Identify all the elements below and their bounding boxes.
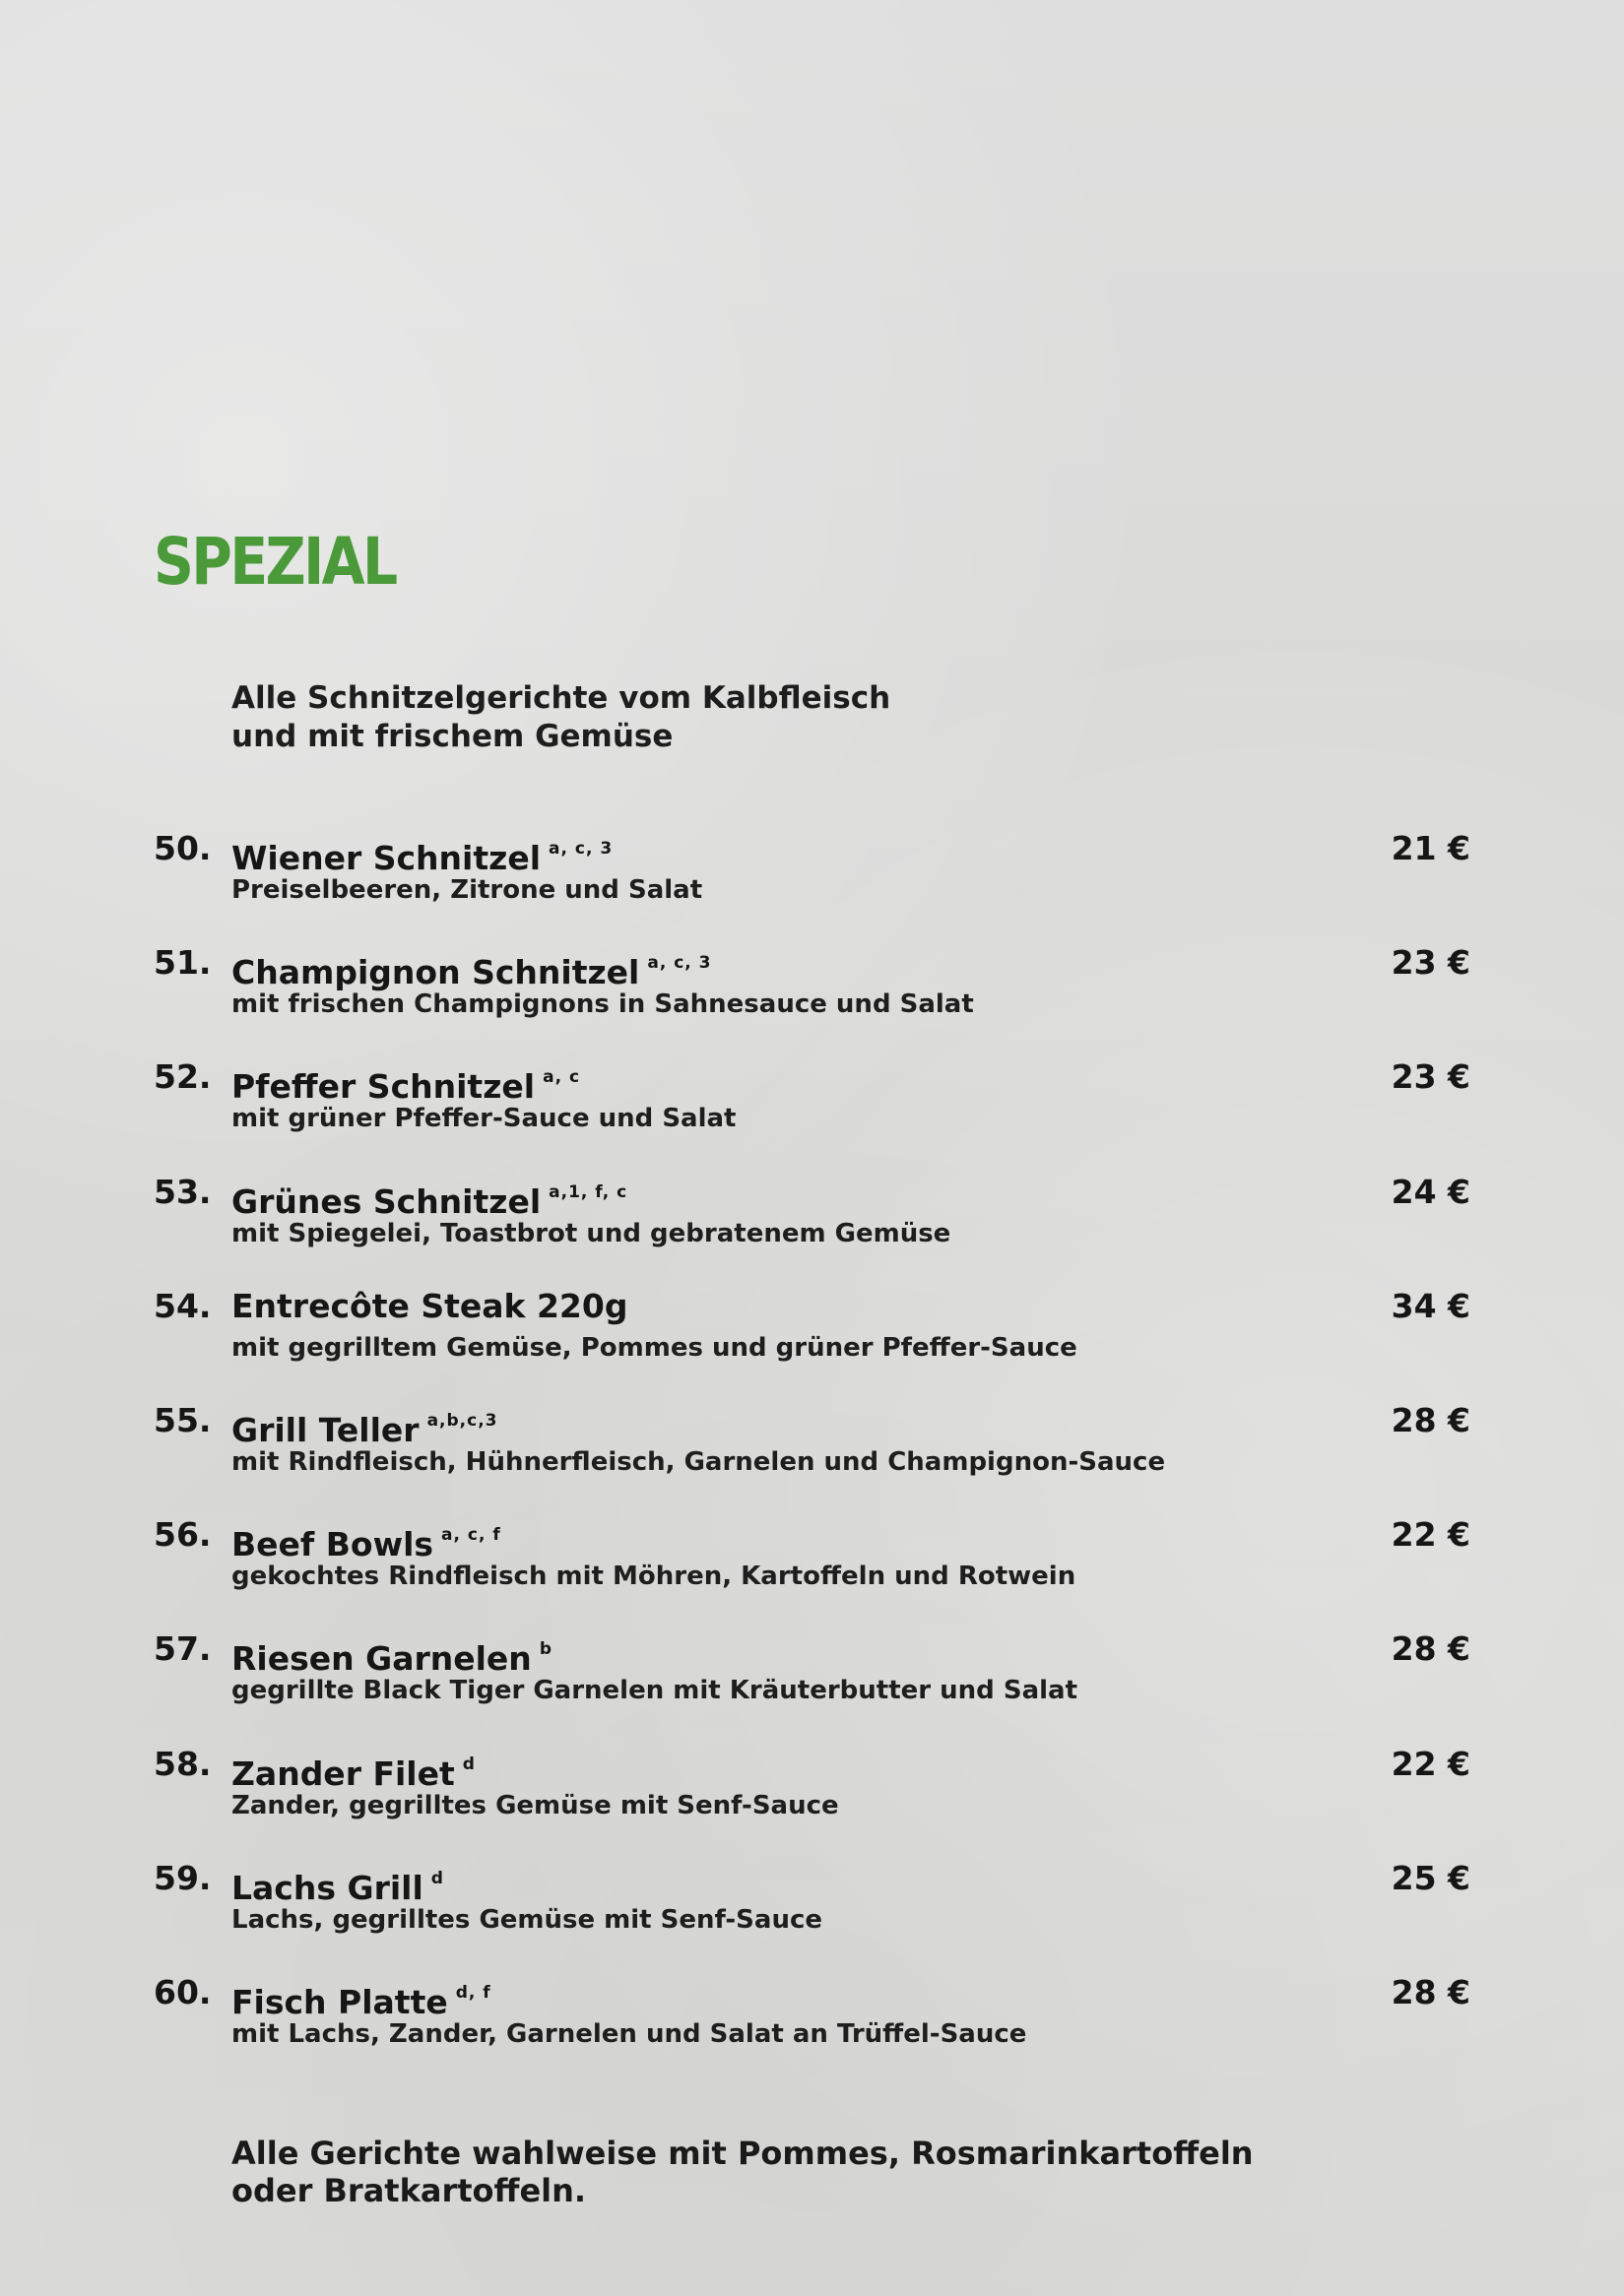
menu-item-name [231,1745,476,1794]
menu-item-title: Grill Teller [231,1410,420,1449]
menu-item-price: 28 € [1391,1629,1470,1669]
menu-item [0,943,1624,1057]
menu-item-price: 34 € [1391,1286,1470,1325]
menu-item-name [231,829,613,878]
menu-item-number: 53. [154,1172,212,1211]
menu-item-allergens: a, c [543,1067,581,1088]
menu-item-allergens: d [462,1754,476,1774]
menu-item-number: 52. [154,1057,212,1097]
menu-item-number: 56. [154,1515,212,1555]
menu-item-description: gekochtes Rindfleisch mit Möhren, Kartoffeln und Rotwein [231,1562,1076,1592]
menu-item-price: 22 € [1391,1744,1470,1783]
menu-item-number: 55. [154,1400,212,1439]
menu-item-name [231,1287,627,1326]
menu-item-allergens: a, c, 3 [549,839,614,859]
menu-item [0,1515,1624,1629]
menu-item-description: mit frischen Champignons in Sahnesauce und Salat [231,989,974,1020]
menu-item-allergens: a,1, f, c [549,1181,628,1202]
menu-item-number: 51. [154,943,212,983]
menu-item-title: Wiener Schnitzel [231,839,542,877]
footer-line-1: Alle Gerichte wahlweise mit Pommes, Rosmarinkartoffeln [231,2135,1254,2172]
menu-item-number: 54. [154,1286,212,1325]
menu-item-description: mit Rindfleisch, Hühnerfleisch, Garnelen und Champignon-Sauce [231,1446,1166,1477]
menu-item-name [231,1057,580,1107]
menu-item-description: Zander, gegrilltes Gemüse mit Senf-Sauce [231,1790,839,1820]
menu-item [0,1745,1624,1859]
menu-item-number: 59. [154,1858,212,1897]
menu-item-allergens: a, c, 3 [647,953,712,974]
menu-item-name [231,1973,491,2022]
menu-item-price: 24 € [1391,1172,1470,1211]
menu-item [0,1401,1624,1515]
menu-item-title: Zander Filet [231,1754,455,1793]
menu-item-title: Lachs Grill [231,1868,423,1907]
menu-item-description: gegrillte Black Tiger Garnelen mit Kräuterbutter und Salat [231,1676,1078,1706]
menu-item-price: 23 € [1391,943,1470,983]
menu-item-name [231,943,712,992]
menu-item-description: mit grüner Pfeffer-Sauce und Salat [231,1104,737,1134]
intro-line-2: und mit frischem Gemüse [231,719,674,754]
menu-item [0,829,1624,943]
menu-item [0,1173,1624,1287]
menu-item-title: Champignon Schnitzel [231,953,640,992]
menu-item-name [231,1859,444,1908]
menu-item-number: 58. [154,1744,212,1783]
menu-item-description: mit gegrilltem Gemüse, Pommes und grüner Pfeffer-Sauce [231,1332,1077,1363]
menu-item-price: 23 € [1391,1057,1470,1097]
menu-item-title: Beef Bowls [231,1525,434,1564]
menu-item-list [0,829,1624,2087]
menu-item [0,1629,1624,1744]
menu-item-title: Entrecôte Steak 220g [231,1286,628,1325]
menu-item-description: mit Spiegelei, Toastbrot und gebratenem Gemüse [231,1218,951,1248]
menu-item-allergens: d, f [455,1982,491,2003]
menu-item-number: 60. [154,1972,212,2011]
menu-item-price: 28 € [1391,1400,1470,1439]
menu-item-allergens: a,b,c,3 [426,1410,498,1431]
menu-item-name [231,1629,552,1679]
menu-item [0,1287,1624,1401]
menu-item [0,1859,1624,1973]
menu-item-description: Lachs, gegrilltes Gemüse mit Senf-Sauce [231,1904,823,1935]
menu-item-name [231,1173,627,1222]
menu-item-name [231,1401,498,1450]
menu-item [0,1057,1624,1172]
menu-item-price: 22 € [1391,1515,1470,1555]
menu-item-number: 57. [154,1629,212,1669]
menu-item-allergens: b [539,1639,552,1660]
menu-item-allergens: a, c, f [441,1525,501,1546]
menu-item-price: 28 € [1391,1972,1470,2011]
menu-item-title: Riesen Garnelen [231,1639,532,1679]
menu-item-allergens: d [430,1868,444,1888]
menu-item-description: Preiselbeeren, Zitrone und Salat [231,875,703,905]
menu-item-number: 50. [154,829,212,867]
intro-text [231,679,890,756]
menu-item-title: Fisch Platte [231,1982,448,2021]
menu-item-price: 25 € [1391,1858,1470,1897]
menu-item-name [231,1515,501,1564]
footer-line-2: oder Bratkartoffeln. [231,2172,587,2209]
menu-item-title: Grünes Schnitzel [231,1181,542,1221]
menu-item-title: Pfeffer Schnitzel [231,1067,536,1107]
menu-item-price: 21 € [1391,829,1470,867]
section-title: SPEZIAL [154,524,396,600]
menu-item [0,1973,1624,2087]
menu-item-description: mit Lachs, Zander, Garnelen und Salat an Trüffel-Sauce [231,2018,1027,2049]
intro-line-1: Alle Schnitzelgerichte vom Kalbfleisch [231,680,891,716]
footer-note [231,2135,1254,2209]
